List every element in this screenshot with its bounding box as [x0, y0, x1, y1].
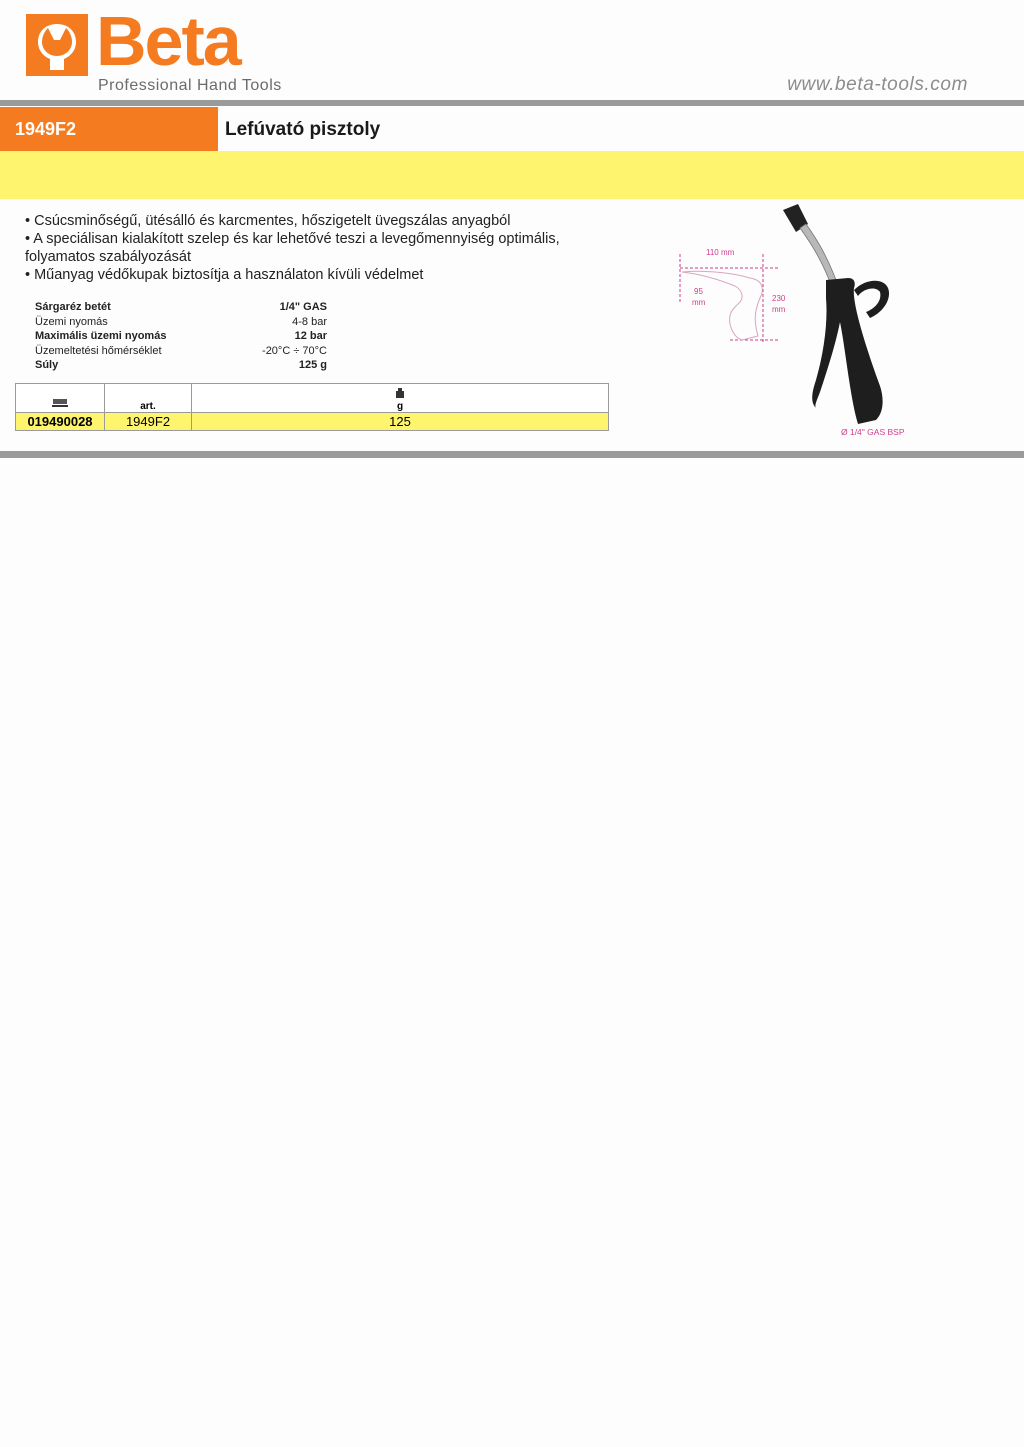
spec-row [35, 358, 327, 373]
blow-gun-icon [783, 204, 889, 424]
table-row [16, 413, 609, 431]
dim-right-value: 230 [772, 294, 786, 303]
article-code: 019490028 [16, 413, 105, 431]
website-link[interactable]: www.beta-tools.com [787, 74, 968, 95]
header-art-cell [105, 384, 192, 413]
feature-list [25, 212, 585, 284]
spec-value: 4-8 bar [292, 315, 327, 328]
feature-item: • Csúcsminőségű, ütésálló és karcmentes, hőszigetelt üvegszálas anyagból [25, 213, 511, 229]
spec-label: Sárgaréz betét [35, 301, 111, 313]
highlight-band [0, 151, 1024, 199]
spec-value: 125 g [298, 359, 327, 372]
brand-tagline: Professional Hand Tools [98, 77, 282, 94]
weight-icon [395, 388, 405, 398]
page-title: Lefúvató pisztoly [225, 119, 381, 140]
beta-logo-icon [26, 14, 88, 76]
spec-label: Üzemi nyomás [35, 315, 108, 328]
spec-row [35, 344, 327, 359]
dim-left-unit: mm [692, 298, 706, 307]
spec-row [35, 329, 327, 344]
dim-left-value: 95 [694, 287, 703, 296]
art-label: art. [140, 401, 156, 412]
footer-divider [0, 451, 1024, 458]
header-weight-cell [192, 384, 609, 413]
spec-label: Maximális üzemi nyomás [35, 330, 167, 343]
weight-unit: g [396, 401, 404, 412]
dim-width-label: 110 mm [706, 248, 735, 257]
brand-name: Beta [96, 2, 240, 80]
article-table [15, 383, 609, 431]
product-image [670, 202, 920, 444]
spec-list [35, 300, 327, 373]
dim-right-unit: mm [772, 305, 786, 314]
article-weight: 125 [192, 413, 609, 431]
feature-item: • A speciálisan kialakított szelep és kar lehetővé teszi a levegőmennyiség optimális, folyamatos szabályozását [25, 231, 560, 265]
spec-row [35, 315, 327, 330]
spec-value: 12 bar [294, 330, 327, 343]
thread-label: Ø 1/4" GAS BSP [841, 427, 905, 437]
spec-row [35, 300, 327, 315]
product-code: 1949F2 [0, 107, 218, 151]
spec-label: Üzemeltetési hőmérséklet [35, 344, 162, 357]
spec-label: Súly [35, 359, 59, 372]
header-code-cell [16, 384, 105, 413]
table-header-row [16, 384, 609, 413]
spec-value: 1/4" GAS [279, 301, 327, 313]
spec-value: -20°C ÷ 70°C [262, 344, 327, 357]
header-divider [0, 100, 1024, 106]
barcode-icon [52, 397, 68, 409]
feature-item: • Műanyag védőkupak biztosítja a használaton kívüli védelmet [25, 267, 424, 283]
article-art: 1949F2 [105, 413, 192, 431]
